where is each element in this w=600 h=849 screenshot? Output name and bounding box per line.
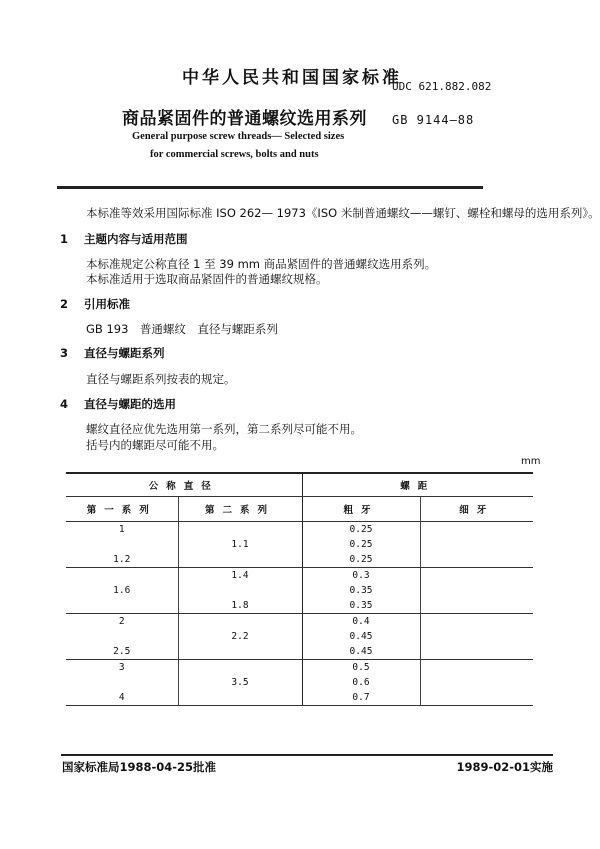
cell-coarse: 0.3 [302,568,420,584]
table-unit-label: mm [521,456,541,467]
section-4-line2: 括号内的螺距尽可能不用。 [86,438,224,452]
cell-second: 2.2 [178,629,302,644]
cell-fine [420,675,533,690]
cell-coarse: 0.45 [302,629,420,644]
header-fine: 细牙 [420,497,533,522]
cell-fine [420,537,533,552]
section-2-line1: GB 193 普通螺纹 直径与螺距系列 [86,322,278,336]
cell-first: 2 [118,616,125,627]
cell-first [66,598,178,614]
table-row [66,583,533,598]
section-4-line1: 螺纹直径应优先选用第一系列，第二系列尽可能不用。 [86,422,362,436]
section-1-heading: 1 主题内容与适用范围 [60,232,188,246]
cell-coarse: 0.5 [302,660,420,676]
table-row [66,675,533,690]
cell-coarse: 0.45 [302,644,420,660]
table-row [66,552,533,568]
cell-fine [420,690,533,706]
table-row [66,690,533,706]
cell-first [66,537,178,552]
cell-fine [420,598,533,614]
header-pitch: 螺距 [302,473,533,497]
document-title-en-line1: General purpose screw threads— Selected sizes [132,131,345,142]
document-title-en-line2: for commercial screws, bolts and nuts [150,149,319,160]
section-2-heading: 2 引用标准 [60,297,130,311]
cell-coarse: 0.6 [302,675,420,690]
cell-coarse: 0.25 [302,522,420,538]
cell-second: 1.8 [178,598,302,614]
cell-coarse: 0.25 [302,552,420,568]
cell-coarse: 0.25 [302,537,420,552]
footer-divider [61,754,553,756]
cell-second: 1.4 [178,568,302,584]
cell-first: 2.5 [66,644,178,660]
cell-first [66,568,178,584]
section-4-heading: 4 直径与螺距的选用 [60,397,176,411]
cell-first [66,629,178,644]
cell-first: 3 [118,662,125,673]
cell-fine [420,660,533,676]
header-nominal-diameter: 公称直径 [66,473,302,497]
cell-second [178,690,302,706]
section-1-line2: 本标准适用于选取商品紧固件的普通螺纹规格。 [86,272,328,286]
standard-number: GB 9144—88 [392,113,475,127]
cell-coarse: 0.35 [302,598,420,614]
cell-second [178,552,302,568]
cell-fine [420,583,533,598]
cell-coarse: 0.4 [302,614,420,630]
cell-fine [420,552,533,568]
cell-first [66,675,178,690]
udc-code: UDC 621.882.082 [392,80,492,93]
cell-fine [420,614,533,630]
table-row [66,522,533,538]
cell-second [178,583,302,598]
cell-fine [420,568,533,584]
table-row [66,629,533,644]
table-row [66,614,533,630]
table-row [66,660,533,676]
cell-first: 1.6 [113,585,131,596]
cell-first: 1.2 [66,552,178,568]
document-title-cn: 商品紧固件的普通螺纹选用系列 [122,109,367,129]
table-row [66,598,533,614]
cell-second [178,522,302,538]
cell-second [178,644,302,660]
table-row [66,568,533,584]
thread-size-table [66,472,533,706]
approval-date: 国家标准局1988-04-25批准 [62,760,217,774]
section-3-line1: 直径与螺距系列按表的规定。 [86,372,236,386]
section-1-line1: 本标准规定公称直径 1 至 39 mm 商品紧固件的普通螺纹选用系列。 [86,257,437,271]
intro-paragraph: 本标准等效采用国际标准 ISO 262— 1973《ISO 米制普通螺纹——螺钉、螺栓和螺母的选用系列》。 [86,206,600,220]
header-divider [57,186,483,189]
cell-fine [420,522,533,538]
cell-second: 3.5 [178,675,302,690]
cell-fine [420,629,533,644]
cell-second: 1.1 [178,537,302,552]
table-row [66,644,533,660]
table-row [66,537,533,552]
cell-coarse: 0.7 [302,690,420,706]
national-standard-heading: 中华人民共和国国家标准 [182,68,402,88]
cell-first: 1 [118,524,125,535]
cell-coarse: 0.35 [302,583,420,598]
cell-second [178,614,302,630]
cell-first: 4 [66,690,178,706]
header-coarse: 粗牙 [302,497,420,522]
implementation-date: 1989-02-01实施 [456,760,553,774]
header-second-series: 第二系列 [178,497,302,522]
cell-second [178,660,302,676]
cell-fine [420,644,533,660]
section-3-heading: 3 直径与螺距系列 [60,346,165,360]
header-first-series: 第一系列 [66,497,178,522]
